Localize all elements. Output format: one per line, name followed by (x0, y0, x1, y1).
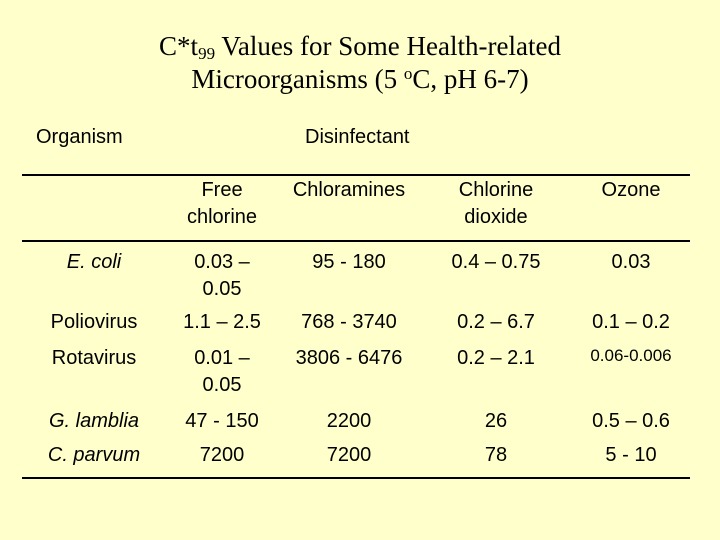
chlorine-dioxide-cell: 0.2 – 2.1 (457, 347, 535, 369)
ct-values-table (22, 176, 690, 476)
table-row (22, 406, 690, 441)
chlorine-dioxide-cell: 0.4 – 0.75 (451, 251, 541, 273)
chlorine-dioxide-cell: 78 (484, 444, 508, 466)
organism-cell: Rotavirus (51, 347, 137, 369)
table-row (22, 242, 690, 306)
organism-cell: Poliovirus (50, 311, 138, 333)
title-line-1 (0, 30, 720, 63)
chloramines-cell: 768 - 3740 (301, 311, 397, 333)
ozone-cell: 0.1 – 0.2 (592, 311, 670, 333)
ozone-cell: 0.06-0.006 (590, 346, 672, 365)
organism-header: Organism (36, 126, 123, 148)
table-row (22, 441, 690, 476)
ozone-cell: 0.5 – 0.6 (592, 410, 670, 432)
title-ct: C*t (159, 31, 199, 61)
free-chlorine-cell: 47 - 150 (185, 410, 259, 432)
bottom-rule (22, 477, 690, 479)
ozone-cell: 0.03 (611, 251, 651, 273)
chlorine-dioxide-header: Chlorine dioxide (458, 179, 534, 228)
free-chlorine-cell: 0.03 – 0.05 (194, 251, 250, 300)
free-chlorine-cell: 7200 (199, 444, 245, 466)
organism-cell: E. coli (66, 251, 122, 273)
title-line-2 (0, 63, 720, 96)
title-superscript: o (403, 64, 413, 83)
title-text-1: Values for Some Health-related (215, 31, 561, 61)
free-chlorine-cell: 0.01 – 0.05 (194, 347, 250, 396)
table-row (22, 306, 690, 340)
free-chlorine-cell: 1.1 – 2.5 (183, 311, 261, 333)
ozone-cell: 5 - 10 (605, 444, 657, 466)
ozone-header: Ozone (601, 179, 661, 201)
title-text-2: Microorganisms (5 (191, 64, 404, 94)
disinfectant-header: Disinfectant (305, 126, 410, 148)
table-row (22, 340, 690, 406)
title-text-3: C, pH 6-7) (412, 64, 529, 94)
free-chlorine-header: Free chlorine (186, 179, 258, 228)
organism-cell: C. parvum (47, 444, 141, 466)
organism-column-header (22, 176, 166, 242)
chloramines-cell: 7200 (326, 444, 372, 466)
column-header-row (22, 176, 690, 242)
organism-cell: G. lamblia (48, 410, 140, 432)
chlorine-dioxide-cell: 0.2 – 6.7 (457, 311, 535, 333)
chloramines-cell: 95 - 180 (312, 251, 386, 273)
chlorine-dioxide-cell: 26 (484, 410, 508, 432)
chloramines-cell: 2200 (326, 410, 372, 432)
title-subscript: 99 (198, 44, 216, 63)
chloramines-header: Chloramines (292, 179, 406, 201)
chloramines-cell: 3806 - 6476 (295, 347, 403, 369)
slide-title (0, 30, 720, 96)
